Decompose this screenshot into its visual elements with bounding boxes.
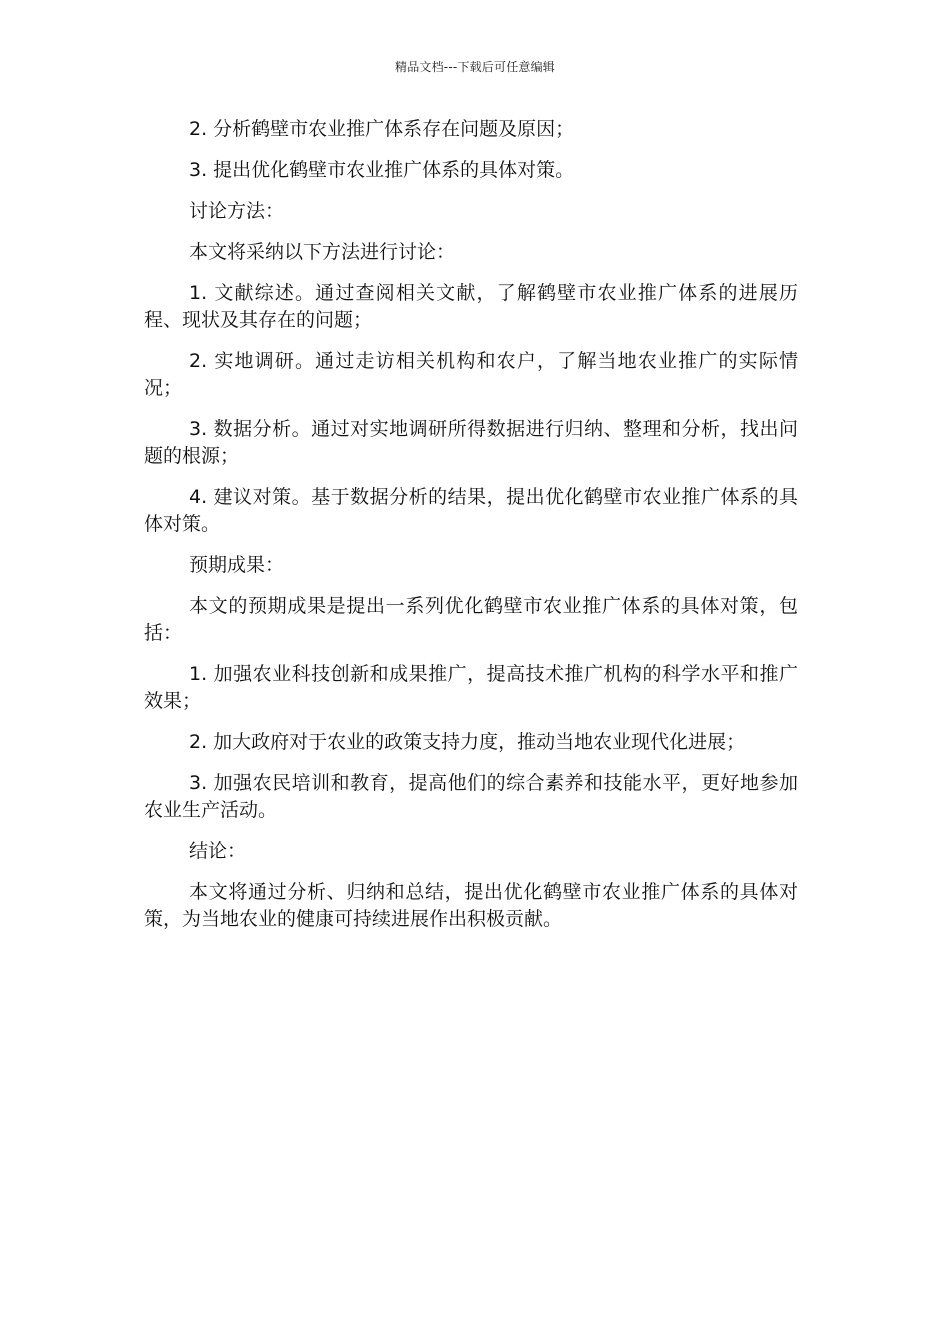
paragraph-result-2: 2. 加大政府对于农业的政策支持力度，推动当地农业现代化进展； [189, 731, 746, 753]
paragraph-method-3: 3. 数据分析。通过对实地调研所得数据进行归纳、整理和分析，找出问题的根源； [144, 418, 798, 467]
paragraph-methods-intro: 本文将采纳以下方法进行讨论： [189, 241, 456, 263]
paragraph-results-intro: 本文的预期成果是提出一系列优化鹤壁市农业推广体系的具体对策，包括： [144, 595, 798, 644]
page-header: 精品文档---下载后可任意编辑 [395, 60, 555, 74]
heading-expected-results: 预期成果： [189, 554, 285, 576]
paragraph-method-4: 4. 建议对策。基于数据分析的结果，提出优化鹤壁市农业推广体系的具体对策。 [144, 486, 798, 535]
paragraph-conclusion: 本文将通过分析、归纳和总结，提出优化鹤壁市农业推广体系的具体对策，为当地农业的健康可持续进展作出积极贡献。 [144, 881, 798, 930]
paragraph-method-1: 1. 文献综述。通过查阅相关文献，了解鹤壁市农业推广体系的进展历程、现状及其存在的问题； [144, 282, 798, 331]
paragraph-result-3: 3. 加强农民培训和教育，提高他们的综合素养和技能水平，更好地参加农业生产活动。 [144, 772, 798, 821]
heading-methods: 讨论方法： [189, 200, 285, 222]
paragraph-objective-2: 2. 分析鹤壁市农业推广体系存在问题及原因； [189, 118, 575, 140]
document-body [144, 116, 798, 947]
paragraph-result-1: 1. 加强农业科技创新和成果推广，提高技术推广机构的科学水平和推广效果； [144, 663, 798, 712]
paragraph-objective-3: 3. 提出优化鹤壁市农业推广体系的具体对策。 [189, 159, 575, 181]
heading-conclusion: 结论： [189, 840, 247, 862]
paragraph-method-2: 2. 实地调研。通过走访相关机构和农户，了解当地农业推广的实际情况； [144, 350, 798, 399]
